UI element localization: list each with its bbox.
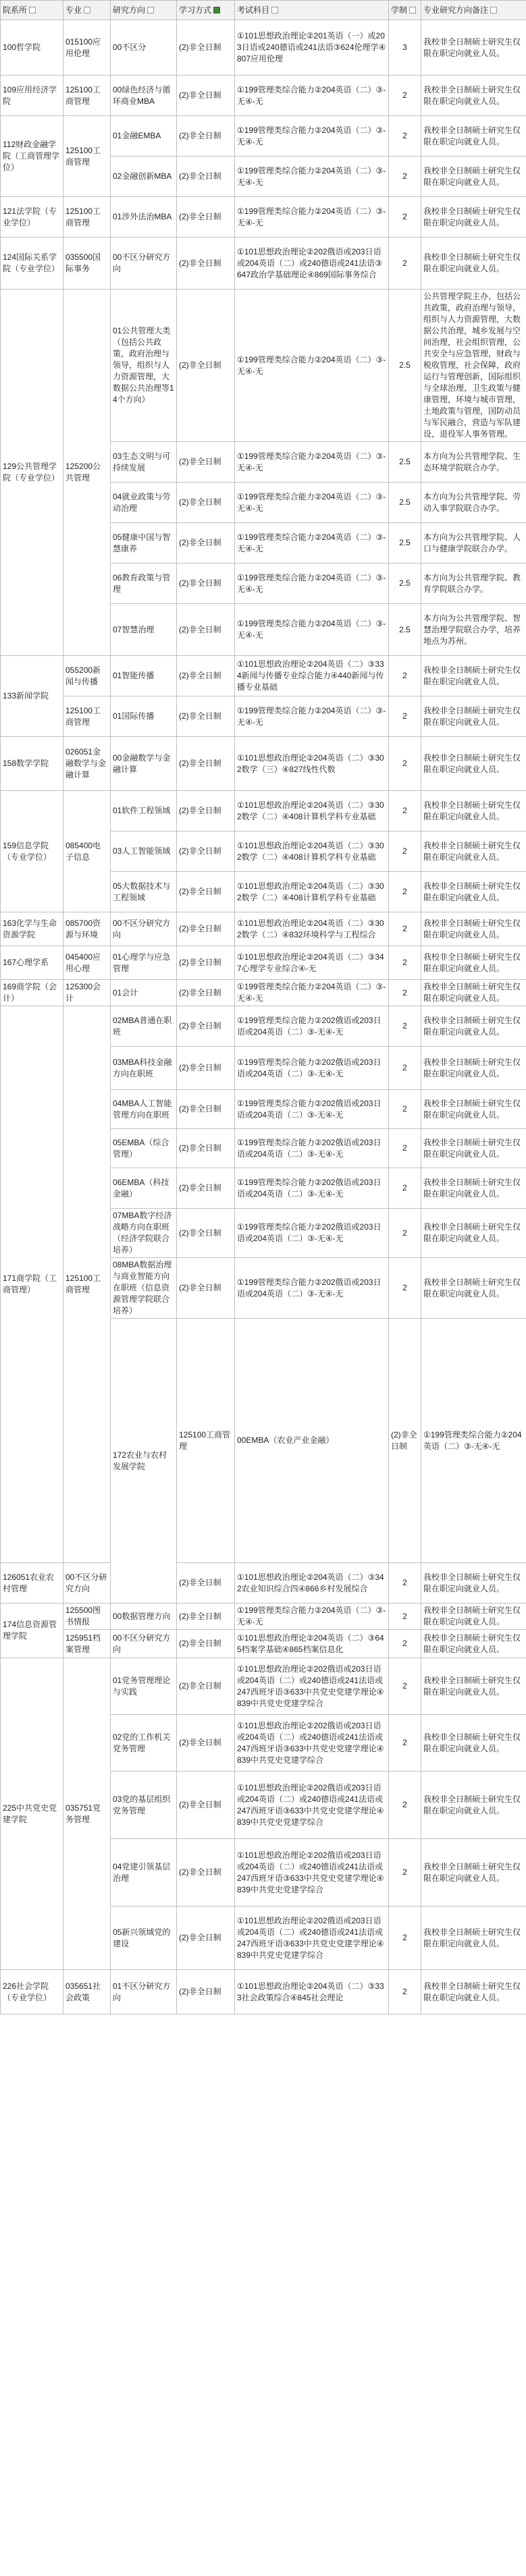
remarks-cell: 我校非全日制硕士研究生仅限在职定向就业人员。: [421, 737, 526, 791]
duration-cell: 2: [389, 1258, 421, 1319]
study-mode-cell: (2)非全日制: [177, 1772, 235, 1839]
table-row: [1, 1563, 526, 1604]
study-mode-cell: (2)非全日制: [177, 1258, 235, 1319]
major-cell: 055200新闻与传播: [63, 656, 111, 696]
filter-dropdown-icon[interactable]: [409, 7, 416, 13]
study-mode-cell: (2)非全日制: [177, 656, 235, 696]
header-row: [1, 1, 526, 20]
remarks-cell: 我校非全日制硕士研究生仅限在职定向就业人员。: [421, 912, 526, 946]
remarks-cell: 我校非全日制硕士研究生仅限在职定向就业人员。: [421, 1772, 526, 1839]
duration-cell: 2: [389, 737, 421, 791]
direction-cell: 07MBA数字经济战略方向在职班（经济学院联合培养）: [111, 1209, 177, 1258]
header-study-mode[interactable]: [177, 1, 235, 20]
direction-cell: 04党建引领基层治理: [111, 1839, 177, 1907]
study-mode-cell: (2)非全日制: [177, 1006, 235, 1047]
table-body: [1, 20, 526, 2015]
header-remarks[interactable]: [421, 1, 526, 20]
direction-cell: 01金融EMBA: [111, 116, 177, 157]
exam-subjects-cell: ①101思想政治理论②204英语（二）③302数学（三）④827线性代数: [235, 737, 389, 791]
duration-cell: 2: [389, 1658, 421, 1715]
major-cell: 015100应用伦理: [63, 20, 111, 76]
study-mode-cell: (2)非全日制: [177, 1604, 235, 1630]
exam-subjects-cell: ①101思想政治理论②204英语（二）③302数学（二）④408计算机学科专业基础: [235, 791, 389, 831]
filter-dropdown-icon[interactable]: [147, 7, 154, 13]
exam-subjects-cell: ①199管理类综合能力②204英语（二）③-无④-无: [421, 1319, 526, 1563]
table-row: [1, 656, 526, 696]
study-mode-cell: (2)非全日制: [177, 1129, 235, 1168]
study-mode-cell: (2)非全日制: [177, 831, 235, 872]
direction-cell: 04就业政策与劳动治理: [111, 483, 177, 523]
direction-cell: 02MBA普通在职班: [111, 1006, 177, 1047]
study-mode-cell: (2)非全日制: [177, 116, 235, 157]
duration-cell: 3: [389, 20, 421, 76]
exam-subjects-cell: ①199管理类综合能力②204英语（二）③-无④-无: [235, 76, 389, 116]
exam-subjects-cell: ①101思想政治理论②204英语（二）③334新闻与传播专业综合能力④440新闻与传播专业基础: [235, 656, 389, 696]
table-row: [1, 20, 526, 76]
remarks-cell: 本方向为公共管理学院、劳动人事学院联合办学。: [421, 483, 526, 523]
filter-dropdown-icon[interactable]: [490, 7, 497, 13]
major-cell: 126051农业农村管理: [1, 1563, 63, 1604]
exam-subjects-cell: ①199管理类综合能力②204英语（二）③-无④-无: [235, 696, 389, 737]
major-cell: 125200公共管理: [63, 290, 111, 656]
direction-cell: 01涉外法治MBA: [111, 197, 177, 238]
remarks-cell: 我校非全日制硕士研究生仅限在职定向就业人员。: [421, 157, 526, 197]
duration-cell: 2: [389, 1129, 421, 1168]
study-mode-cell: (2)非全日制: [177, 1630, 235, 1658]
duration-cell: 2.5: [389, 290, 421, 442]
dept-cell: 225中共党史党建学院: [1, 1658, 63, 1970]
duration-cell: 2: [389, 1006, 421, 1047]
dept-cell: 172农业与农村发展学院: [111, 1319, 177, 1604]
study-mode-cell: (2)非全日制: [177, 980, 235, 1006]
dept-cell: 163化学与生命资源学院: [1, 912, 63, 946]
exam-subjects-cell: ①101思想政治理论②202俄语或203日语或204英语（二）或240德语或241法语或247西班牙语③633中共党史党建学理论④839中共党史党建学综合: [235, 1839, 389, 1907]
dept-cell: 133新闻学院: [1, 656, 63, 737]
study-mode-cell: (2)非全日制: [177, 1047, 235, 1090]
exam-subjects-cell: ①199管理类综合能力②204英语（二）③-无④-无: [235, 604, 389, 656]
study-mode-cell: (2)非全日制: [177, 238, 235, 290]
remarks-cell: 我校非全日制硕士研究生仅限在职定向就业人员。: [421, 1563, 526, 1604]
study-mode-cell: (2)非全日制: [177, 157, 235, 197]
direction-cell: 00不区分研究方向: [111, 238, 177, 290]
header-label: 考试科目: [237, 5, 270, 15]
exam-subjects-cell: ①199管理类综合能力②204英语（二）③-无④-无: [235, 980, 389, 1006]
exam-subjects-cell: ①101思想政治理论②202俄语或203日语或204英语（二）或240德语或241法语或247西班牙语③633中共党史党建学理论④839中共党史党建学综合: [235, 1715, 389, 1772]
study-mode-cell: (2)非全日制: [177, 1563, 235, 1604]
major-cell: 125100工商管理: [63, 116, 111, 197]
major-cell: 035751党务管理: [63, 1658, 111, 1970]
major-cell: 026051金融数学与金融计算: [63, 737, 111, 791]
table-row: [1, 76, 526, 116]
remarks-cell: 本方向为公共管理学院、人口与健康学院联合办学。: [421, 523, 526, 564]
duration-cell: 2: [389, 872, 421, 912]
direction-cell: 03MBA科技金融方向在职班: [111, 1047, 177, 1090]
table-row: [1, 737, 526, 791]
direction-cell: 00不区分: [111, 20, 177, 76]
study-mode-cell: (2)非全日制: [177, 483, 235, 523]
study-mode-cell: (2)非全日制: [177, 737, 235, 791]
remarks-cell: 我校非全日制硕士研究生仅限在职定向就业人员。: [421, 946, 526, 980]
duration-cell: 2: [389, 1715, 421, 1772]
filter-dropdown-icon[interactable]: [84, 7, 90, 13]
duration-cell: 2: [389, 912, 421, 946]
dept-cell: 100哲学院: [1, 20, 63, 76]
duration-cell: 2: [389, 1772, 421, 1839]
remarks-cell: 本方向为公共管理学院、智慧治理学院联合办学，培养地点为苏州。: [421, 604, 526, 656]
remarks-cell: 我校非全日制硕士研究生仅限在职定向就业人员。: [421, 1839, 526, 1907]
table-row: [1, 696, 526, 737]
table-row: [1, 1970, 526, 2015]
direction-cell: 02党的工作机关党务管理: [111, 1715, 177, 1772]
filter-dropdown-icon[interactable]: [29, 7, 36, 13]
duration-cell: 2.5: [389, 483, 421, 523]
remarks-cell: 我校非全日制硕士研究生仅限在职定向就业人员。: [421, 1006, 526, 1047]
study-mode-cell: (2)非全日制: [177, 1209, 235, 1258]
duration-cell: 2.5: [389, 604, 421, 656]
study-mode-cell: (2)非全日制: [177, 946, 235, 980]
direction-cell: 03人工智能领域: [111, 831, 177, 872]
duration-cell: 2: [389, 1090, 421, 1129]
remarks-cell: 我校非全日制硕士研究生仅限在职定向就业人员。: [421, 1129, 526, 1168]
exam-subjects-cell: ①101思想政治理论②202俄语或203日语或204英语（二）或240德语或241法语或247西班牙语③633中共党史党建学理论④839中共党史党建学综合: [235, 1658, 389, 1715]
remarks-cell: 我校非全日制硕士研究生仅限在职定向就业人员。: [421, 197, 526, 238]
exam-subjects-cell: ①101思想政治理论②204英语（二）③302数学（二）④408计算机学科专业基础: [235, 872, 389, 912]
direction-cell: 01不区分研究方向: [111, 1970, 177, 2015]
duration-cell: 2.5: [389, 564, 421, 604]
major-cell: 035651社会政策: [63, 1970, 111, 2015]
remarks-cell: 我校非全日制硕士研究生仅限在职定向就业人员。: [421, 76, 526, 116]
duration-cell: 2: [389, 656, 421, 696]
major-cell: 125300会计: [63, 980, 111, 1006]
remarks-cell: 公共管理学院主办，包括公共政策，政府治理与领导，组织与人力资源管理，大数据公共治理，城乡发展与空间治理，社会组织管理，公共安全与应急管理，财政与税收管理，社会保障，政府运行与管理创新，国际组织与全球治理，卫生政策与健康管理，环境与城市管理，土地政策与管理，国防动员与军民融合，营造与军队建设，退役军人事务管理。: [421, 290, 526, 442]
duration-cell: 2: [389, 197, 421, 238]
direction-cell: 04MBA人工智能管理方向在职班: [111, 1090, 177, 1129]
dept-cell: 129公共管理学院（专业学位）: [1, 290, 63, 656]
exam-subjects-cell: ①199管理类综合能力②202俄语或203日语或204英语（二）③-无④-无: [235, 1090, 389, 1129]
table-row: [1, 1006, 526, 1047]
study-mode-cell: (2)非全日制: [177, 1658, 235, 1715]
table-row: [1, 1630, 526, 1658]
direction-cell: 00不区分研究方向: [111, 912, 177, 946]
duration-cell: 2: [389, 1630, 421, 1658]
dept-cell: 109应用经济学院: [1, 76, 63, 116]
study-mode-cell: (2)非全日制: [177, 197, 235, 238]
remarks-cell: 我校非全日制硕士研究生仅限在职定向就业人员。: [421, 1168, 526, 1209]
remarks-cell: 我校非全日制硕士研究生仅限在职定向就业人员。: [421, 1658, 526, 1715]
remarks-cell: 我校非全日制硕士研究生仅限在职定向就业人员。: [421, 1630, 526, 1658]
remarks-cell: 我校非全日制硕士研究生仅限在职定向就业人员。: [421, 1604, 526, 1630]
duration-cell: 2: [389, 1047, 421, 1090]
dept-cell: 112财政金融学院（工商管理学位）: [1, 116, 63, 197]
major-cell: 045400应用心理: [63, 946, 111, 980]
direction-cell: 05EMBA（综合管理）: [111, 1129, 177, 1168]
remarks-cell: 我校非全日制硕士研究生仅限在职定向就业人员。: [421, 1970, 526, 2015]
duration-cell: 2: [389, 238, 421, 290]
remarks-cell: 本方向为公共管理学院、教育学院联合办学。: [421, 564, 526, 604]
duration-cell: 2: [389, 791, 421, 831]
direction-cell: 01党务管理理论与实践: [111, 1658, 177, 1715]
header-major[interactable]: [63, 1, 111, 20]
table-row: [1, 197, 526, 238]
duration-cell: 2: [389, 116, 421, 157]
table-row: [1, 238, 526, 290]
header-label: 研究方向: [113, 5, 146, 15]
header-label: 院系所: [3, 5, 28, 15]
direction-cell: 00EMBA（农业产业金融）: [235, 1319, 389, 1563]
major-cell: 125951档案管理: [63, 1630, 111, 1658]
duration-cell: 2: [389, 1839, 421, 1907]
duration-cell: 2: [389, 1168, 421, 1209]
duration-cell: 2: [389, 1907, 421, 1970]
exam-subjects-cell: ①101思想政治理论②204英语（二）③333社会政策综合④845社会理论: [235, 1970, 389, 2015]
exam-subjects-cell: ①199管理类综合能力②202俄语或203日语或204英语（二）③-无④-无: [235, 1006, 389, 1047]
header-exam-subjects[interactable]: [235, 1, 389, 20]
table-row: [1, 290, 526, 442]
exam-subjects-cell: ①101思想政治理论②202俄语或203日语或204英语（二）或240德语或241法语或247西班牙语③633中共党史党建学理论④839中共党史党建学综合: [235, 1772, 389, 1839]
direction-cell: 05健康中国与智慧康养: [111, 523, 177, 564]
header-label: 学制: [391, 5, 408, 15]
header-dept[interactable]: [1, 1, 63, 20]
exam-subjects-cell: ①101思想政治理论②202俄语或203日语或204英语（二）或240德语或241法语③647政治学基础理论④869国际事务综合: [235, 238, 389, 290]
direction-cell: 01软件工程领域: [111, 791, 177, 831]
remarks-cell: 我校非全日制硕士研究生仅限在职定向就业人员。: [421, 980, 526, 1006]
filter-dropdown-icon[interactable]: [271, 7, 278, 13]
study-mode-cell: (2)非全日制: [177, 20, 235, 76]
exam-subjects-cell: ①199管理类综合能力②202俄语或203日语或204英语（二）③-无④-无: [235, 1168, 389, 1209]
major-cell: 035500国际事务: [63, 238, 111, 290]
exam-subjects-cell: ①101思想政治理论②204英语（二）③302数学（二）④408计算机学科专业基础: [235, 831, 389, 872]
dept-cell: 226社会学院（专业学位）: [1, 1970, 63, 2015]
direction-cell: 00不区分研究方向: [63, 1563, 111, 1604]
study-mode-cell: (2)非全日制: [177, 1907, 235, 1970]
exam-subjects-cell: ①101思想政治理论②204英语（二）③342农业知识综合四④866乡村发展综合: [235, 1563, 389, 1604]
remarks-cell: 我校非全日制硕士研究生仅限在职定向就业人员。: [421, 238, 526, 290]
direction-cell: 03生态文明与可持续发展: [111, 442, 177, 483]
exam-subjects-cell: ①101思想政治理论②204英语（二）③347心理学专业综合④-无: [235, 946, 389, 980]
table-row: [1, 912, 526, 946]
exam-subjects-cell: ①199管理类综合能力②204英语（二）③-无④-无: [235, 290, 389, 442]
dept-cell: 169商学院（会计）: [1, 980, 63, 1006]
study-mode-cell: (2)非全日制: [389, 1319, 421, 1563]
dept-cell: 124国际关系学院（专业学位）: [1, 238, 63, 290]
exam-subjects-cell: ①199管理类综合能力②204英语（二）③-无④-无: [235, 197, 389, 238]
exam-subjects-cell: ①199管理类综合能力②204英语（二）③-无④-无: [235, 483, 389, 523]
exam-subjects-cell: ①101思想政治理论②204英语（二）③645档案学基础④865档案信息化: [235, 1630, 389, 1658]
table-row: [1, 1604, 526, 1630]
header-label: 学习方式: [179, 5, 212, 15]
direction-cell: 00绿色经济与循环商业MBA: [111, 76, 177, 116]
remarks-cell: 我校非全日制硕士研究生仅限在职定向就业人员。: [421, 872, 526, 912]
dept-cell: 159信息学院（专业学位）: [1, 791, 63, 912]
header-label: 专业研究方向备注: [423, 5, 489, 15]
filter-active-icon[interactable]: [213, 7, 220, 13]
exam-subjects-cell: ①199管理类综合能力②204英语（二）③-无④-无: [235, 1604, 389, 1630]
major-cell: 125100工商管理: [63, 76, 111, 116]
direction-cell: 00不区分研究方向: [111, 1630, 177, 1658]
direction-cell: 00金融数学与金融计算: [111, 737, 177, 791]
study-mode-cell: (2)非全日制: [177, 1715, 235, 1772]
duration-cell: 2: [389, 980, 421, 1006]
remarks-cell: 我校非全日制硕士研究生仅限在职定向就业人员。: [421, 1715, 526, 1772]
header-duration[interactable]: [389, 1, 421, 20]
duration-cell: 2: [389, 696, 421, 737]
study-mode-cell: (2)非全日制: [177, 1970, 235, 2015]
study-mode-cell: (2)非全日制: [177, 523, 235, 564]
study-mode-cell: (2)非全日制: [177, 604, 235, 656]
study-mode-cell: (2)非全日制: [177, 1839, 235, 1907]
exam-subjects-cell: ①101思想政治理论②201英语（一）或203日语或240德语或241法语③624伦理学④807应用伦理: [235, 20, 389, 76]
duration-cell: 2: [389, 1209, 421, 1258]
study-mode-cell: (2)非全日制: [177, 696, 235, 737]
exam-subjects-cell: ①199管理类综合能力②204英语（二）③-无④-无: [235, 564, 389, 604]
duration-cell: 2: [389, 1604, 421, 1630]
remarks-cell: 我校非全日制硕士研究生仅限在职定向就业人员。: [421, 1090, 526, 1129]
duration-cell: 2: [389, 946, 421, 980]
direction-cell: 06EMBA（科技金融）: [111, 1168, 177, 1209]
table-row: [1, 946, 526, 980]
direction-cell: 06教育政策与管理: [111, 564, 177, 604]
study-mode-cell: (2)非全日制: [177, 872, 235, 912]
study-mode-cell: (2)非全日制: [177, 76, 235, 116]
dept-cell: 171商学院（工商管理）: [1, 1006, 63, 1563]
exam-subjects-cell: ①101思想政治理论②204英语（二）③302数学（二）④832环境科学与工程综合: [235, 912, 389, 946]
table-row: [1, 791, 526, 831]
direction-cell: 01心理学与应急管理: [111, 946, 177, 980]
major-cell: 085400电子信息: [63, 791, 111, 912]
direction-cell: 08MBA数据治理与商业智能方向在职班（信息资源管理学院联合培养）: [111, 1258, 177, 1319]
remarks-cell: 我校非全日制硕士研究生仅限在职定向就业人员。: [421, 696, 526, 737]
exam-subjects-cell: ①199管理类综合能力②204英语（二）③-无④-无: [235, 157, 389, 197]
remarks-cell: 我校非全日制硕士研究生仅限在职定向就业人员。: [421, 831, 526, 872]
direction-cell: 01公共管理大类（包括公共政策，政府治理与领导，组织与人力资源管理，大数据公共治理等14个方向）: [111, 290, 177, 442]
major-cell: 125500图书情报: [63, 1604, 111, 1630]
remarks-cell: 我校非全日制硕士研究生仅限在职定向就业人员。: [421, 116, 526, 157]
dept-cell: 158数学学院: [1, 737, 63, 791]
remarks-cell: 我校非全日制硕士研究生仅限在职定向就业人员。: [421, 20, 526, 76]
study-mode-cell: (2)非全日制: [177, 912, 235, 946]
direction-cell: 05新兴领域党的建设: [111, 1907, 177, 1970]
dept-cell: 167心理学系: [1, 946, 63, 980]
direction-cell: 02金融创新MBA: [111, 157, 177, 197]
major-cell: 125100工商管理: [177, 1319, 235, 1563]
major-cell: 125100工商管理: [63, 197, 111, 238]
remarks-cell: 我校非全日制硕士研究生仅限在职定向就业人员。: [421, 1209, 526, 1258]
table-row: [1, 116, 526, 157]
study-mode-cell: (2)非全日制: [177, 1168, 235, 1209]
direction-cell: 01国际传播: [111, 696, 177, 737]
direction-cell: 01会计: [111, 980, 177, 1006]
remarks-cell: 我校非全日制硕士研究生仅限在职定向就业人员。: [421, 791, 526, 831]
study-mode-cell: (2)非全日制: [177, 1090, 235, 1129]
exam-subjects-cell: ①101思想政治理论②202俄语或203日语或204英语（二）或240德语或241法语或247西班牙语③633中共党史党建学理论④839中共党史党建学综合: [235, 1907, 389, 1970]
exam-subjects-cell: ①199管理类综合能力②204英语（二）③-无④-无: [235, 116, 389, 157]
duration-cell: 2.5: [389, 442, 421, 483]
header-direction[interactable]: [111, 1, 177, 20]
header-label: 专业: [65, 5, 82, 15]
exam-subjects-cell: ①199管理类综合能力②202俄语或203日语或204英语（二）③-无④-无: [235, 1258, 389, 1319]
dept-cell: 174信息资源管理学院: [1, 1604, 63, 1658]
exam-subjects-cell: ①199管理类综合能力②202俄语或203日语或204英语（二）③-无④-无: [235, 1129, 389, 1168]
study-mode-cell: (2)非全日制: [177, 442, 235, 483]
exam-subjects-cell: ①199管理类综合能力②204英语（二）③-无④-无: [235, 442, 389, 483]
remarks-cell: 我校非全日制硕士研究生仅限在职定向就业人员。: [421, 656, 526, 696]
study-mode-cell: (2)非全日制: [177, 791, 235, 831]
direction-cell: 05大数据技术与工程领域: [111, 872, 177, 912]
remarks-cell: 本方向为公共管理学院、生态环境学院联合办学。: [421, 442, 526, 483]
duration-cell: 2: [389, 157, 421, 197]
duration-cell: 2: [389, 1563, 421, 1604]
direction-cell: 07智慧治理: [111, 604, 177, 656]
table-row: [1, 980, 526, 1006]
dept-cell: 121法学院（专业学位）: [1, 197, 63, 238]
exam-subjects-cell: ①199管理类综合能力②202俄语或203日语或204英语（二）③-无④-无: [235, 1047, 389, 1090]
table-row: [1, 1658, 526, 1715]
study-mode-cell: (2)非全日制: [177, 290, 235, 442]
remarks-cell: 我校非全日制硕士研究生仅限在职定向就业人员。: [421, 1907, 526, 1970]
major-cell: 085700资源与环境: [63, 912, 111, 946]
duration-cell: 2: [389, 1970, 421, 2015]
exam-subjects-cell: ①199管理类综合能力②204英语（二）③-无④-无: [235, 523, 389, 564]
direction-cell: 03党的基层组织党务管理: [111, 1772, 177, 1839]
remarks-cell: 我校非全日制硕士研究生仅限在职定向就业人员。: [421, 1258, 526, 1319]
remarks-cell: 我校非全日制硕士研究生仅限在职定向就业人员。: [421, 1047, 526, 1090]
duration-cell: 2.5: [389, 523, 421, 564]
major-cell: 125100工商管理: [63, 696, 111, 737]
direction-cell: 01智能传播: [111, 656, 177, 696]
duration-cell: 2: [389, 76, 421, 116]
major-cell: 125100工商管理: [63, 1006, 111, 1563]
exam-subjects-cell: ①199管理类综合能力②202俄语或203日语或204英语（二）③-无④-无: [235, 1209, 389, 1258]
duration-cell: 2: [389, 831, 421, 872]
study-mode-cell: (2)非全日制: [177, 564, 235, 604]
direction-cell: 00数据管理方向: [111, 1604, 177, 1630]
